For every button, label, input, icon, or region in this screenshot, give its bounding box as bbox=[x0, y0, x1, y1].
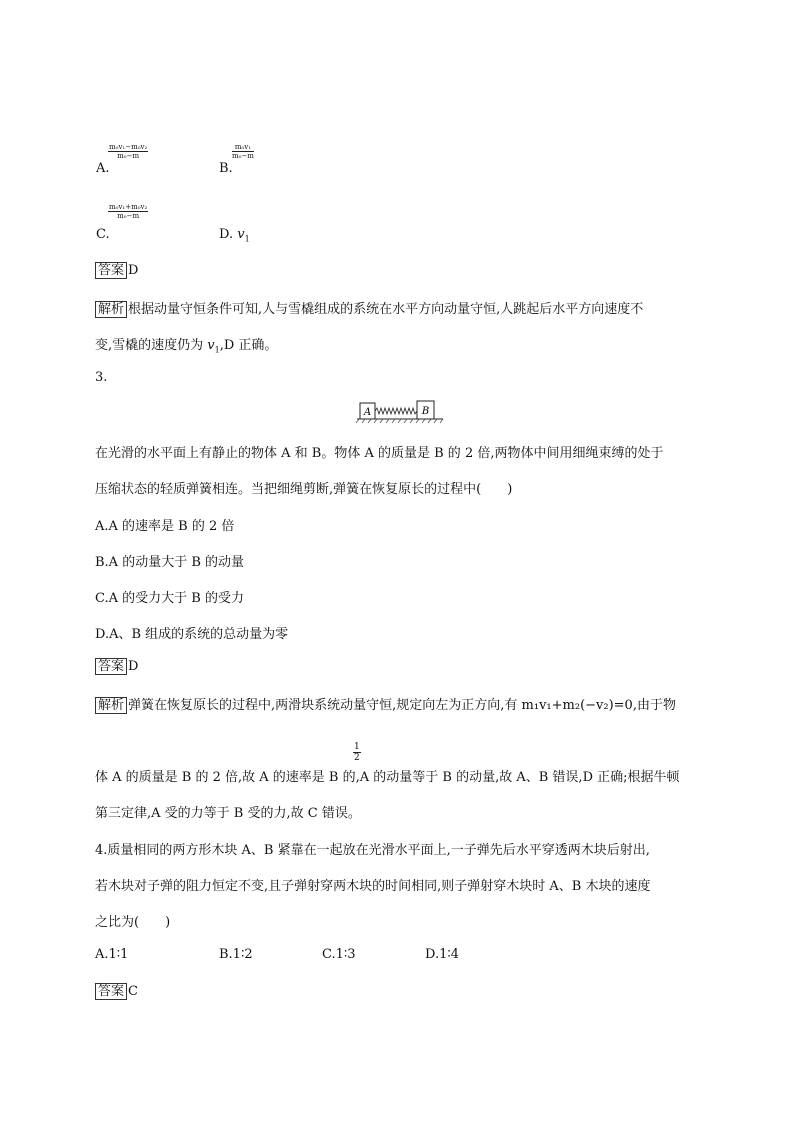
analysis-text: 体 A 的质量是 B 的 2 倍,故 A 的速率是 B 的 bbox=[95, 770, 356, 785]
answer-tag: 答案 bbox=[95, 262, 127, 279]
q3-answer bbox=[95, 658, 138, 675]
analysis-tag: 解析 bbox=[95, 301, 127, 318]
analysis-text: ,A 的动量等于 B 的动量,故 A、B 错误,D 正确;根据牛顿 bbox=[355, 770, 680, 785]
q4-option-c: C.1∶3 bbox=[322, 947, 356, 962]
q4-stem-line1: 4.质量相同的两方形木块 A、B 紧靠在一起放在光滑水平面上,一子弹先后水平穿透两木块后射出, bbox=[95, 843, 650, 858]
option-c-label: C. bbox=[96, 227, 110, 242]
q3-option-b: B.A 的动量大于 B 的动量 bbox=[95, 555, 245, 570]
block-a-label: A bbox=[363, 407, 372, 418]
spring bbox=[375, 408, 417, 414]
analysis-text: 根据动量守恒条件可知,人与雪橇组成的系统在水平方向动量守恒,人跳起后水平方向速度不 bbox=[128, 302, 644, 317]
q3-option-c: C.A 的受力大于 B 的受力 bbox=[95, 591, 244, 606]
q4-option-d: D.1∶4 bbox=[425, 947, 460, 962]
option-c-numerator: m₀v₁+m₀v₂ bbox=[109, 203, 148, 211]
q3-stem-line2: 压缩状态的轻质弹簧相连。当把细绳剪断,弹簧在恢复原长的过程中( ) bbox=[95, 482, 513, 497]
q2-analysis-line1 bbox=[95, 298, 643, 318]
spring-blocks-figure bbox=[355, 398, 445, 424]
ground-hatching bbox=[356, 419, 443, 423]
half-fraction bbox=[353, 742, 361, 763]
analysis-tag: 解析 bbox=[95, 697, 127, 714]
q3-number: 3. bbox=[95, 370, 108, 385]
option-a-denominator: m₀−m bbox=[117, 152, 140, 160]
answer-value: D bbox=[128, 263, 139, 278]
q2-analysis-line2 bbox=[95, 334, 277, 355]
option-d bbox=[219, 227, 250, 244]
q4-option-a: A.1∶1 bbox=[95, 947, 129, 962]
option-c-fraction bbox=[108, 203, 148, 220]
q4-option-b: B.1∶2 bbox=[219, 947, 253, 962]
option-a-label: A. bbox=[96, 161, 110, 176]
velocity-var: v bbox=[207, 338, 215, 353]
option-d-label: D. bbox=[219, 227, 234, 242]
option-b-numerator: m₀v₁ bbox=[232, 143, 254, 152]
q2-answer bbox=[95, 262, 138, 279]
analysis-text: 变,雪橇的速度仍为 bbox=[95, 338, 208, 353]
q3-option-a: A.A 的速率是 B 的 2 倍 bbox=[95, 519, 235, 534]
option-d-sub: 1 bbox=[244, 234, 250, 244]
answer-value: D bbox=[128, 659, 139, 674]
option-b-label: B. bbox=[219, 161, 233, 176]
q3-stem-line1: 在光滑的水平面上有静止的物体 A 和 B。物体 A 的质量是 B 的 2 倍,两物体中间用细绳束缚的处于 bbox=[95, 446, 664, 461]
q3-option-d: D.A、B 组成的系统的总动量为零 bbox=[95, 627, 289, 642]
block-b-label: B bbox=[421, 406, 430, 417]
q4-stem-line3: 之比为( ) bbox=[95, 915, 171, 930]
velocity-sub: 1 bbox=[214, 345, 220, 355]
option-a-fraction bbox=[108, 143, 148, 160]
option-d-var: v bbox=[237, 227, 245, 242]
half-denominator: 2 bbox=[354, 753, 360, 763]
answer-value: C bbox=[128, 984, 138, 999]
q4-answer bbox=[95, 983, 138, 1000]
q3-analysis-line2 bbox=[95, 766, 680, 785]
analysis-text: ,D 正确。 bbox=[219, 338, 278, 353]
q4-stem-line2: 若木块对子弹的阻力恒定不变,且子弹射穿两木块的时间相同,则子弹射穿木块时 A、B 木块的速度 bbox=[95, 879, 651, 894]
option-b-fraction bbox=[232, 143, 254, 160]
q3-analysis-line1 bbox=[95, 694, 676, 714]
answer-tag: 答案 bbox=[95, 658, 127, 675]
half-numerator: 1 bbox=[354, 742, 360, 752]
option-a-numerator: m₀v₁−m₀v₂ bbox=[109, 143, 148, 151]
answer-tag: 答案 bbox=[95, 983, 127, 1000]
option-c-denominator: m₀−m bbox=[117, 212, 140, 220]
q3-analysis-line3: 第三定律,A 受的力等于 B 受的力,故 C 错误。 bbox=[95, 806, 361, 821]
analysis-text: 弹簧在恢复原长的过程中,两滑块系统动量守恒,规定向左为正方向,有 m₁v₁+m₂(−v₂)=0,由于物 bbox=[128, 698, 676, 713]
option-b-denominator: m₀−m bbox=[232, 152, 254, 160]
